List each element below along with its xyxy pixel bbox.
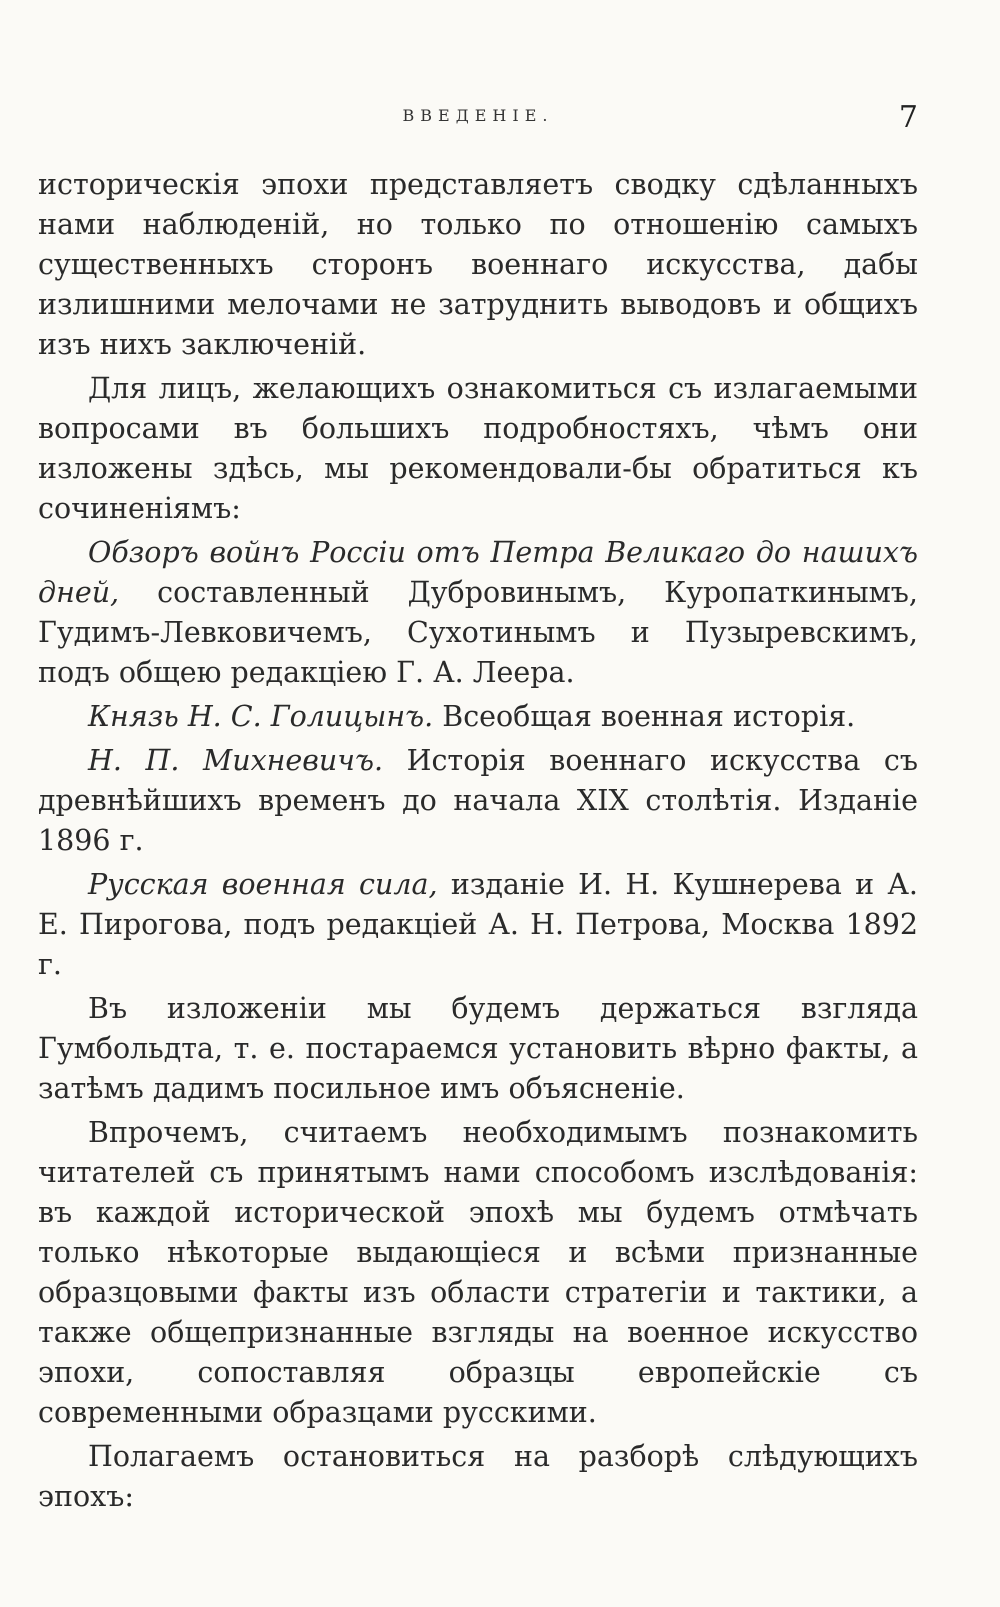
paragraph-epochs: Полагаемъ остановиться на разборѣ слѣдующихъ эпохъ: [38,1440,918,1513]
reference-details: Исторія военнаго искусства съ древнѣйшихъ временъ до начала XIX столѣтія. Изданіе 1896 г. [38,744,919,857]
reference-details: Всеобщая военная исторія. [433,700,856,733]
page-header [38,100,918,140]
paragraph-recommendation: Для лицъ, желающихъ ознакомиться съ излагаемыми вопросами въ большихъ подробностяхъ, чѣмъ они изложены здѣсь, мы рекомендовали-бы обратиться къ сочиненіямъ: [38,372,918,525]
reference-author: Князь Н. С. Голицынъ. [88,700,434,733]
reference-obzor-voin [38,533,918,693]
reference-russkaya-sila [38,865,918,985]
reference-title: Обзоръ войнъ Россіи отъ Петра Великаго до нашихъ дней, [38,536,918,609]
paragraph-method: Впрочемъ, считаемъ необходимымъ познакомить читателей съ принятымъ нами способомъ изслѣдованія: въ каждой исторической эпохѣ мы будемъ отмѣчать только нѣкоторые выдающіеся и всѣми признанные образцовыми факты изъ области стратегіи и тактики, а также общепризнанные взгляды на военное искусство эпохи, сопоставляя образцы европейскіе съ современными образцами русскими. [38,1116,918,1429]
running-head: ВВЕДЕНІЕ. [402,106,554,125]
reference-details: изданіе И. Н. Кушнерева и А. Е. Пирогова, подъ редакціей А. Н. Петрова, Москва 1892 г. [38,868,918,981]
paragraph-humboldt: Въ изложеніи мы будемъ держаться взгляда Гумбольдта, т. е. постараемся установить вѣрно факты, а затѣмъ дадимъ посильное имъ объясненіе. [38,992,918,1105]
page-body [38,165,918,1521]
reference-author: Н. П. Михневичъ. [88,744,384,777]
page-number: 7 [898,100,918,135]
reference-mikhnevich [38,741,918,861]
paragraph-continuation: историческія эпохи представляетъ сводку сдѣланныхъ нами наблюденій, но только по отношенію самыхъ существенныхъ сторонъ военнаго искусства, дабы излишними мелочами не затруднить выводовъ и общихъ изъ нихъ заключеній. [38,168,918,361]
reference-details: составленный Дубровинымъ, Куропаткинымъ, Гудимъ-Левковичемъ, Сухотинымъ и Пузыревскимъ, подъ общею редакціею Г. А. Леера. [38,576,918,689]
reference-golitsyn [38,697,918,737]
reference-title: Русская военная сила, [88,868,438,901]
